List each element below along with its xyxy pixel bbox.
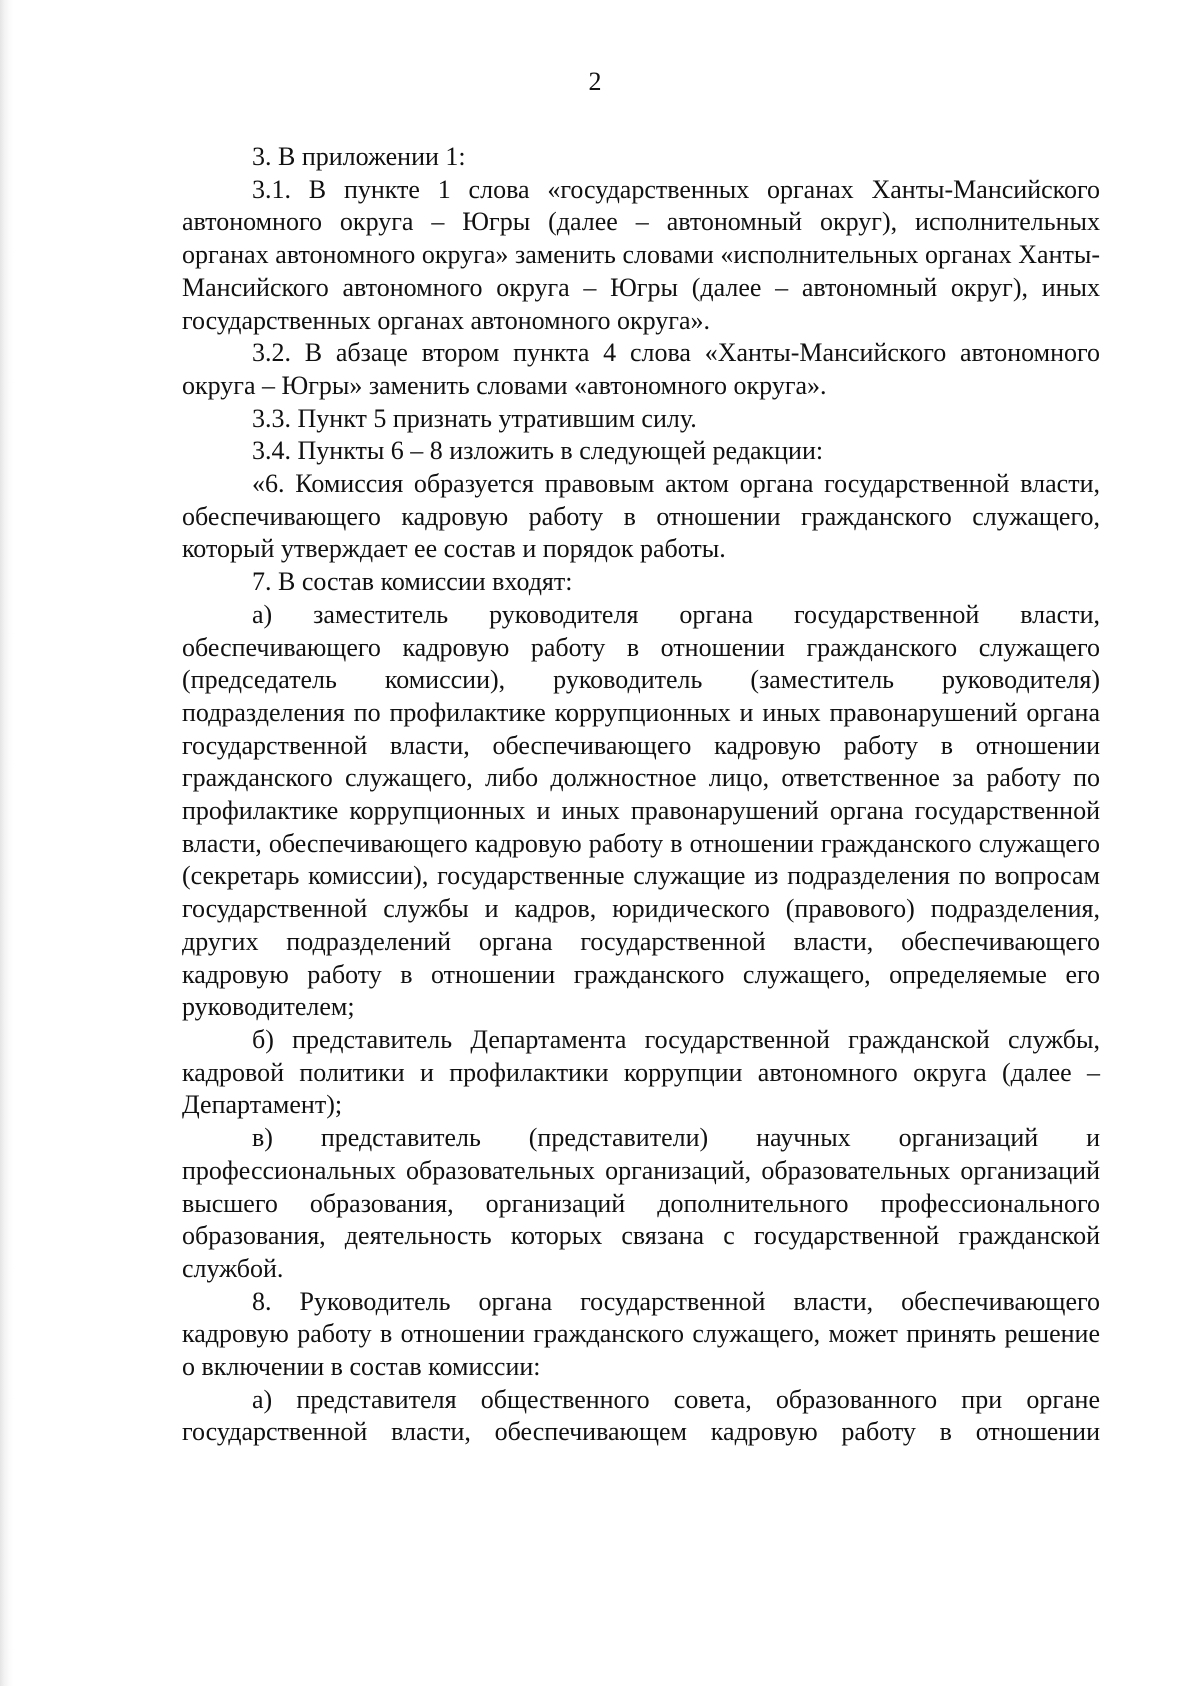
paragraph-3-3: 3.3. Пункт 5 признать утратившим силу. [252, 403, 697, 433]
paragraph-7: 7. В состав комиссии входят: [252, 567, 573, 597]
paragraph-8: 8. Руководитель органа государственной власти, обеспечивающего кадровую работу в отношении гражданского служащего, может принять решение о включении в состав комиссии: [182, 1286, 1100, 1382]
document-body [182, 141, 1100, 1449]
paragraph-3-2: 3.2. В абзаце втором пункта 4 слова «Ханты-Мансийского автономного округа – Югры» заменить словами «автономного округа». [182, 338, 1100, 400]
paragraph-3-4: 3.4. Пункты 6 – 8 изложить в следующей редакции: [252, 436, 824, 466]
paragraph-3-1: 3.1. В пункте 1 слова «государственных органах Ханты-Мансийского автономного округа – Югры (далее – автономный округ), исполнительных органах автономного округа» заменить словами «исполнительных органах Ханты-Мансийского автономного округа – Югры (далее – автономный округ), иных государственных органах автономного округа». [182, 174, 1100, 335]
page-number: 2 [588, 67, 602, 96]
paragraph-7-a: а) заместитель руководителя органа государственной власти, обеспечивающего кадровую работу в отношении гражданского служащего (председатель комиссии), руководитель (заместитель руководителя) подразделения по профилактике коррупционных и иных правонарушений органа государственной власти, обеспечивающего кадровую работу в отношении гражданского служащего, либо должностное лицо, ответственное за работу по профилактике коррупционных и иных правонарушений органа государственной власти, обеспечивающего кадровую работу в отношении гражданского служащего (секретарь комиссии), государственные служащие из подразделения по вопросам государственной службы и кадров, юридического (правового) подразделения, других подразделений органа государственной власти, обеспечивающего кадровую работу в отношении гражданского служащего, определяемые его руководителем; [182, 599, 1100, 1022]
paragraph-6: «6. Комиссия образуется правовым актом органа государственной власти, обеспечивающего кадровую работу в отношении гражданского служащего, который утверждает ее состав и порядок работы. [182, 469, 1100, 564]
paragraph-7-b: б) представитель Департамента государственной гражданской службы, кадровой политики и профилактики коррупции автономного округа (далее – Департамент); [182, 1024, 1100, 1120]
paragraph-3: 3. В приложении 1: [252, 142, 466, 171]
paragraph-7-v: в) представитель (представители) научных организаций и профессиональных образовательных организаций, образовательных организаций высшего образования, организаций дополнительного профессионального образования, деятельность которых связана с государственной гражданской службой. [182, 1123, 1100, 1283]
scan-edge [0, 0, 14, 1686]
paragraph-8-a: а) представителя общественного совета, образованного при органе государственной власти, обеспечивающем кадровую работу в отношении [182, 1384, 1100, 1447]
